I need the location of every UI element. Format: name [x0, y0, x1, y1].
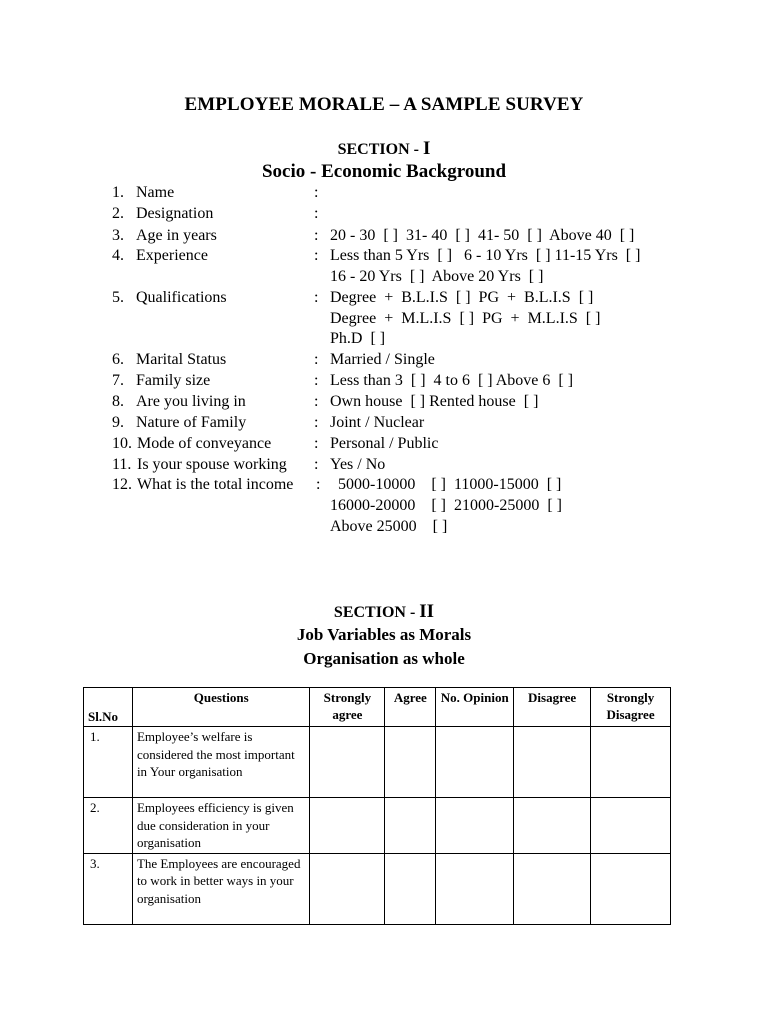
field-colon: :: [314, 289, 319, 306]
income-continuation[interactable]: Above 25000 [ ]: [330, 518, 448, 535]
table-row: [84, 798, 671, 854]
response-cell-strongly-agree[interactable]: [310, 798, 385, 854]
response-cell-strongly-agree[interactable]: [310, 727, 385, 798]
table-row: [84, 727, 671, 798]
field-label: Qualifications: [136, 289, 227, 306]
response-cell-disagree[interactable]: [514, 727, 591, 798]
field-designation: [0, 203, 768, 224]
field-colon: :: [314, 456, 319, 473]
field-colon: :: [314, 205, 319, 222]
field-number: 5.: [112, 289, 124, 306]
field-value[interactable]: Less than 3 [ ] 4 to 6 [ ] Above 6 [ ]: [330, 372, 574, 389]
field-label: Name: [136, 184, 175, 201]
field-colon: :: [314, 184, 319, 201]
field-value[interactable]: Personal / Public: [330, 435, 439, 452]
header-questions: Questions: [132, 688, 310, 727]
field-marital-status: [0, 349, 768, 370]
field-age: [0, 225, 768, 246]
field-number: 10.: [112, 435, 132, 452]
response-cell-no-opinion[interactable]: [436, 727, 514, 798]
field-colon: :: [314, 351, 319, 368]
experience-continuation[interactable]: 16 - 20 Yrs [ ] Above 20 Yrs [ ]: [330, 268, 544, 285]
field-mode-of-conveyance: [0, 433, 768, 454]
field-experience: [0, 245, 768, 266]
header-no-opinion: No. Opinion: [436, 688, 514, 727]
header-disagree: Disagree: [514, 688, 591, 727]
field-number: 6.: [112, 351, 124, 368]
field-label: Is your spouse working: [137, 456, 287, 473]
field-number: 4.: [112, 247, 124, 264]
field-label: Marital Status: [136, 351, 227, 368]
row-question: The Employees are encouraged to work in better ways in your organisation: [132, 853, 310, 924]
response-cell-no-opinion[interactable]: [436, 853, 514, 924]
section-2-roman: II: [419, 601, 435, 622]
section-2-subtitle: Job Variables as Morals: [296, 625, 472, 644]
field-number: 11.: [112, 456, 132, 473]
field-number: 9.: [112, 414, 124, 431]
document-title: EMPLOYEE MORALE – A SAMPLE SURVEY: [184, 94, 584, 115]
field-number: 7.: [112, 372, 124, 389]
field-total-income: [0, 474, 768, 495]
field-value[interactable]: Own house [ ] Rented house [ ]: [330, 393, 539, 410]
field-number: 12.: [112, 476, 132, 493]
field-number: 8.: [112, 393, 124, 410]
field-value[interactable]: Joint / Nuclear: [330, 414, 425, 431]
header-strongly-disagree: Strongly Disagree: [591, 688, 671, 727]
response-cell-no-opinion[interactable]: [436, 798, 514, 854]
field-value[interactable]: Married / Single: [330, 351, 435, 368]
field-colon: :: [314, 247, 319, 264]
table-row: [84, 853, 671, 924]
field-colon: :: [316, 476, 321, 493]
field-label: Designation: [136, 205, 214, 222]
field-label: Are you living in: [136, 393, 246, 410]
response-cell-disagree[interactable]: [514, 798, 591, 854]
field-value[interactable]: Degree + B.L.I.S [ ] PG + B.L.I.S [ ]: [330, 289, 594, 306]
response-cell-strongly-disagree[interactable]: [591, 798, 671, 854]
field-number: 1.: [112, 184, 124, 201]
header-strongly-agree: Strongly agree: [310, 688, 385, 727]
field-label: What is the total income: [137, 476, 294, 493]
response-cell-strongly-disagree[interactable]: [591, 727, 671, 798]
row-number: 1.: [84, 727, 133, 798]
qualifications-continuation[interactable]: Degree + M.L.I.S [ ] PG + M.L.I.S [ ]: [330, 310, 601, 327]
field-colon: :: [314, 227, 319, 244]
field-label: Experience: [136, 247, 208, 264]
field-colon: :: [314, 393, 319, 410]
field-colon: :: [314, 372, 319, 389]
header-agree: Agree: [385, 688, 436, 727]
row-number: 2.: [84, 798, 133, 854]
section-1-label: SECTION -: [337, 141, 423, 158]
section-2-label: SECTION -: [333, 604, 420, 621]
field-value[interactable]: 5000-10000 [ ] 11000-15000 [ ]: [330, 476, 562, 493]
section-1-roman: I: [422, 138, 431, 159]
field-number: 2.: [112, 205, 124, 222]
field-label: Family size: [136, 372, 211, 389]
header-slno: Sl.No: [84, 688, 133, 727]
response-cell-agree[interactable]: [385, 798, 436, 854]
response-cell-strongly-agree[interactable]: [310, 853, 385, 924]
field-spouse-working: [0, 454, 768, 475]
response-cell-strongly-disagree[interactable]: [591, 853, 671, 924]
field-value[interactable]: Less than 5 Yrs [ ] 6 - 10 Yrs [ ] 11-15 Yrs [ ]: [330, 247, 641, 264]
row-number: 3.: [84, 853, 133, 924]
field-value[interactable]: Yes / No: [330, 456, 386, 473]
field-name: [0, 182, 768, 203]
field-colon: :: [314, 435, 319, 452]
field-nature-of-family: [0, 412, 768, 433]
survey-table: [83, 687, 671, 925]
field-living-in: [0, 391, 768, 412]
field-label: Mode of conveyance: [137, 435, 272, 452]
row-question: Employee’s welfare is considered the most important in Your organisation: [132, 727, 310, 798]
section-1-heading: [0, 138, 768, 160]
response-cell-agree[interactable]: [385, 853, 436, 924]
table-header-row: [84, 688, 671, 727]
section-2-heading: [0, 601, 768, 623]
field-value[interactable]: 20 - 30 [ ] 31- 40 [ ] 41- 50 [ ] Above 40 [ ]: [330, 227, 635, 244]
qualifications-continuation[interactable]: Ph.D [ ]: [330, 330, 386, 347]
response-cell-agree[interactable]: [385, 727, 436, 798]
field-label: Age in years: [136, 227, 217, 244]
income-continuation[interactable]: 16000-20000 [ ] 21000-25000 [ ]: [330, 497, 562, 514]
field-label: Nature of Family: [136, 414, 247, 431]
section-2-subtitle-2: Organisation as whole: [303, 649, 465, 668]
row-question: Employees efficiency is given due consideration in your organisation: [132, 798, 310, 854]
field-family-size: [0, 370, 768, 391]
field-qualifications: [0, 287, 768, 308]
field-number: 3.: [112, 227, 124, 244]
section-1-subtitle: Socio - Economic Background: [261, 161, 507, 182]
response-cell-disagree[interactable]: [514, 853, 591, 924]
field-colon: :: [314, 414, 319, 431]
